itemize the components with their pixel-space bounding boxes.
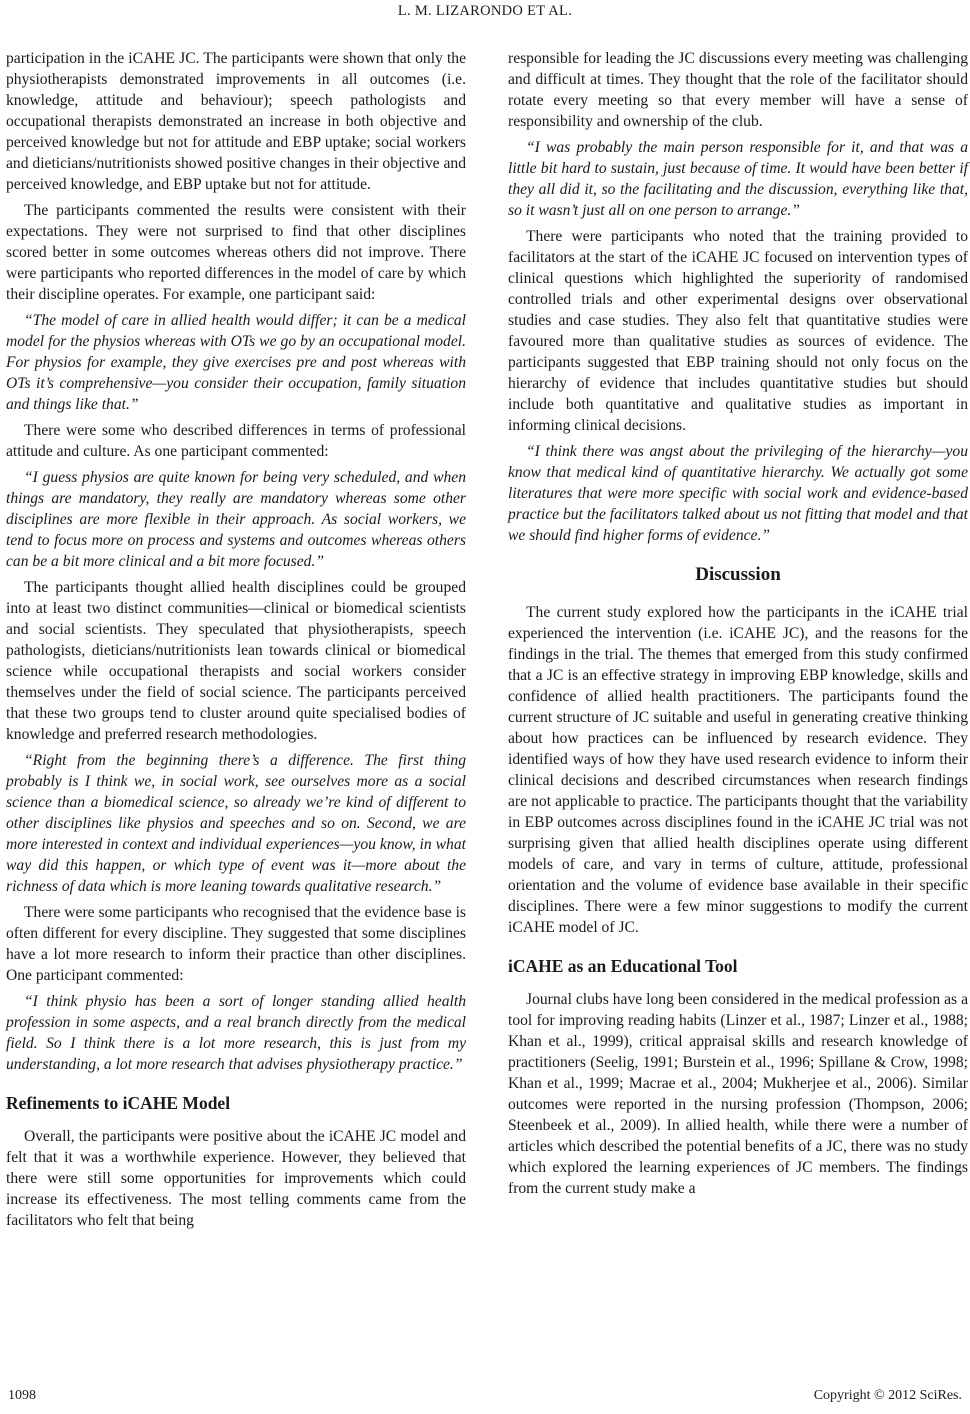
quote: “The model of care in allied health would differ; it can be a medical model for the physios whereas with OTs we go by an occupational model. For physios for example, they give exercises pre and post whereas with OTs it’s comprehensive—you consider their occupation, family situation and things like that.” <box>6 312 466 413</box>
quote: “Right from the beginning there’s a difference. The first thing probably is I think we, in social work, see ourselves more as a social science than a biomedical science, so already we’re kind of different to other disciplines like physios and speeches and so on. Second, we are more interested in context and individual experiences—you know, in what way did this happen, or which type of event was it—more about the richness of data which is more leaning towards qualitative research.” <box>6 752 466 895</box>
paragraph: Overall, the participants were positive about the iCAHE JC model and felt that it was a worthwhile experience. However, they believed that there were still some opportunities for improvements which could increase its effectiveness. The most telling comments came from the facilitators who felt that being <box>6 1128 466 1229</box>
paragraph: participation in the iCAHE JC. The participants were shown that only the physiotherapists demonstrated improvements in all outcomes (i.e. knowledge, attitude and behaviour); speech pathologists and occupational therapists demonstrated an increase in both objective and perceived knowledge but not for attitude and EBP uptake; social workers and dieticians/nutritionists showed positive changes in their objective and perceived knowledge, and EBP uptake but not for attitude. <box>6 50 466 193</box>
left-column <box>6 48 466 1231</box>
paragraph: responsible for leading the JC discussions every meeting was challenging and difficult at times. They thought that the role of the facilitator should rotate every meeting so that every member will have a sense of responsibility and ownership of the club. <box>508 50 968 130</box>
paragraph: The current study explored how the participants in the iCAHE trial experienced the intervention (i.e. iCAHE JC), and the reasons for the findings in the trial. The themes that emerged from this study confirmed that a JC is an effective strategy in improving EBP knowledge, skills and confidence of allied health practitioners. The participants found the current structure of JC suitable and useful in generating creative thinking about how practices can be influenced by research evidence. They identified ways of how they have used research evidence to inform their clinical decisions and described circumstances when research findings are not applicable to practice. The participants thought that the variability in EBP outcomes across disciplines found in the iCAHE JC trial was not surprising given that allied health disciplines operate using different models of care, and vary in terms of culture, attitude, professional orientation and the volume of evidence base available in their specific disciplines. There were a few minor suggestions to modify the current iCAHE model of JC. <box>508 604 968 936</box>
right-column <box>508 48 968 1199</box>
running-head: L. M. LIZARONDO ET AL. <box>397 3 573 19</box>
paragraph: There were some participants who recognised that the evidence base is often different for every discipline. They suggested that some disciplines have a lot more research to inform their practice than other disciplines. One participant commented: <box>6 904 466 984</box>
paragraph: Journal clubs have long been considered in the medical profession as a tool for improving reading habits (Linzer et al., 1987; Linzer et al., 1988; Khan et al., 1999), critical appraisal skills and research knowledge of practitioners (Seelig, 1991; Burstein et al., 1996; Spillane & Crow, 1998; Khan et al., 1999; Macrae et al., 2004; Mukherjee et al., 2006). Similar outcomes were reported in the nursing profession (Thompson, 2006; Steenbeek et al., 2009). In allied health, while there were a number of articles which described the potential benefits of a JC, there was no study which explored the learning experiences of JC members. The findings from the current study make a <box>508 991 968 1197</box>
paragraph: The participants commented the results were consistent with their expectations. They were not surprised to find that other disciplines scored better in some outcomes whereas others did not improve. There were participants who reported differences in the model of care by which their discipline operates. For example, one participant said: <box>6 202 466 303</box>
paragraph: The participants thought allied health disciplines could be grouped into at least two distinct communities—clinical or biomedical scientists and social scientists. They speculated that physiotherapists, speech pathologists, dieticians/nutritionists lean towards clinical or biomedical science while occupational therapists and social workers consider themselves under the field of social science. The participants perceived that these two groups tend to cluster around quite specialised bodies of knowledge and preferred research methodologies. <box>6 579 466 743</box>
copyright-notice: Copyright © 2012 SciRes. <box>813 1388 962 1403</box>
section-heading-educational-tool: iCAHE as an Educational Tool <box>508 956 738 976</box>
quote: “I think physio has been a sort of longer standing allied health profession in some aspects, and a real branch directly from the medical field. So I think there is a lot more research, this is just from my understanding, a lot more research that advises physiotherapy practice.” <box>6 993 466 1073</box>
page-number: 1098 <box>8 1388 36 1403</box>
section-heading-refinements: Refinements to iCAHE Model <box>6 1093 231 1113</box>
quote: “I was probably the main person responsible for it, and that was a little bit hard to sustain, just because of time. It would have been better if they all did it, so the facilitating and the discussion, everything like that, so it wasn’t just all on one person to arrange.” <box>508 139 968 219</box>
quote: “I guess physios are quite known for being very scheduled, and when things are mandatory, they really are mandatory whereas some other disciplines are more flexible in their approach. As social workers, we tend to focus more on process and systems and outcomes whereas others can be a bit more clinical and a bit more focused.” <box>6 469 466 570</box>
section-heading-discussion: Discussion <box>695 564 781 585</box>
quote: “I think there was angst about the privileging of the hierarchy—you know that medical kind of quantitative hierarchy. We actually got some literatures that were more specific with social work and evidence-based practice but the facilitators talked about us not fitting that model and that we should find higher forms of evidence.” <box>508 443 968 544</box>
paragraph: There were some who described differences in terms of professional attitude and culture. As one participant commented: <box>6 422 466 460</box>
paragraph: There were participants who noted that the training provided to facilitators at the start of the iCAHE JC focused on intervention types of clinical questions which highlighted the superiority of randomised controlled trials and other experimental designs over observational studies and case studies. They also felt that quantitative studies were favoured more than qualitative studies as sources of evidence. The participants suggested that EBP training should not only focus on the hierarchy of evidence that includes quantitative studies but should include both quantitative and qualitative studies as important in informing clinical decisions. <box>508 228 968 434</box>
